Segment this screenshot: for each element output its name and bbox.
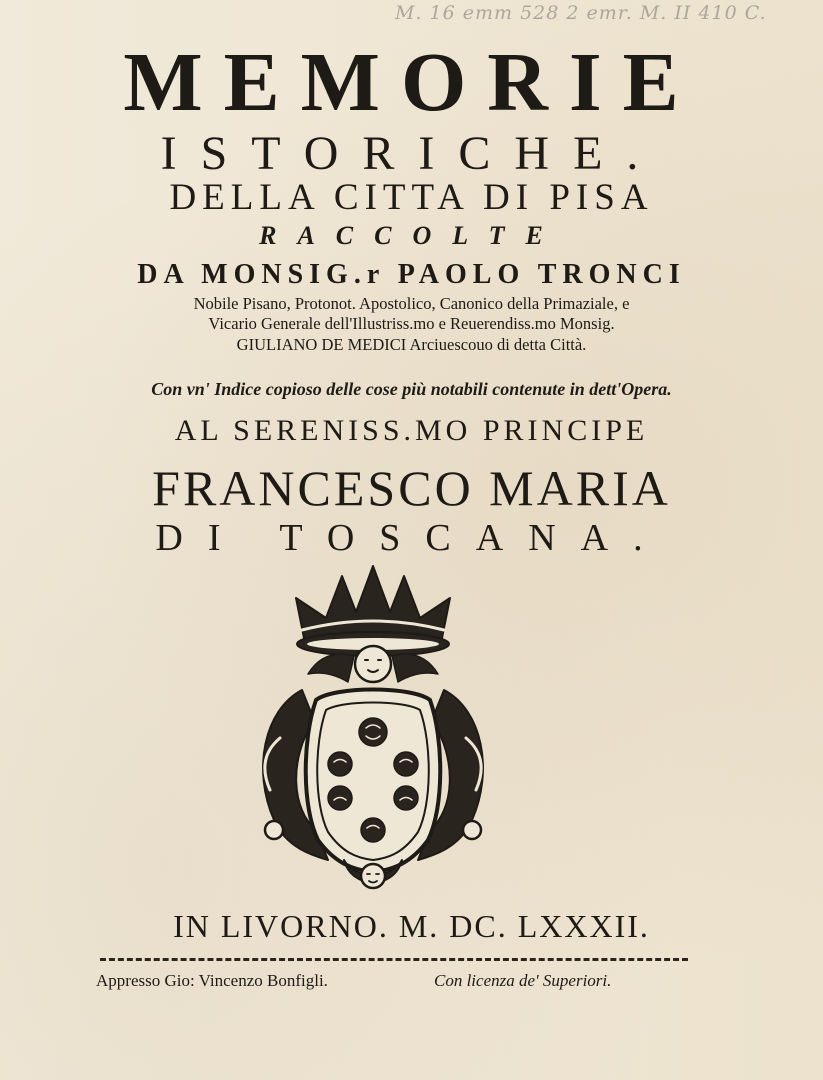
medici-crest-icon (244, 560, 502, 900)
dedication-line-3: DI TOSCANA. (155, 517, 668, 559)
dedication-line-2: FRANCESCO MARIA (152, 460, 671, 516)
author-description-2: Vicario Generale dell'Illustriss.mo e Reuerendiss.mo Monsig. (208, 314, 615, 333)
place-and-date: IN LIVORNO. M. DC. LXXXII. (173, 908, 650, 944)
title-line-2: ISTORICHE. (160, 127, 663, 180)
author-description-1: Nobile Pisano, Protonot. Apostolico, Canonico della Primaziale, e (193, 294, 630, 313)
index-note: Con vn' Indice copioso delle cose più notabili contenute in dett'Opera. (151, 379, 672, 399)
author-line: DA MONSIG.r PAOLO TRONCI (137, 259, 686, 290)
title-line-4: RACCOLTE (259, 221, 564, 250)
dedication-line-1: AL SERENISS.MO PRINCIPE (174, 414, 649, 447)
author-description-3: GIULIANO DE MEDICI Arciuescouo di detta Città. (236, 335, 587, 354)
printer-imprint: Appresso Gio: Vincenzo Bonfigli. (96, 971, 328, 990)
title-line-3: DELLA CITTA DI PISA (169, 177, 654, 218)
shelfmark-note: M. 16 emm 528 2 emr. M. II 410 C. (395, 2, 767, 24)
title-line-1: MEMORIE (123, 36, 700, 129)
divider-rule (100, 958, 688, 961)
license-note: Con licenza de' Superiori. (434, 971, 612, 990)
